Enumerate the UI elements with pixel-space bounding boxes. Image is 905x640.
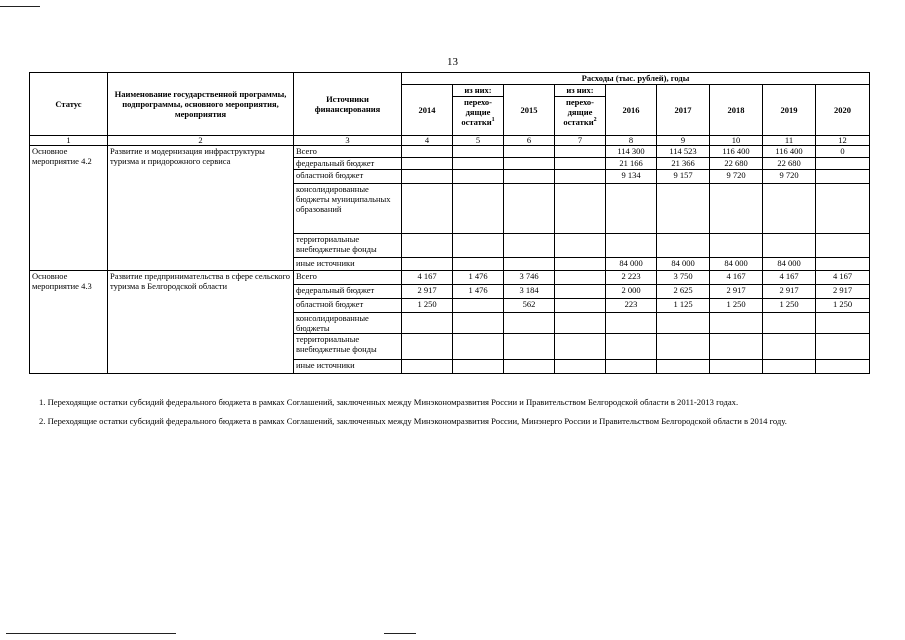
header-year-2019: 2019 bbox=[763, 85, 816, 136]
amount-cell bbox=[816, 158, 870, 170]
amount-cell bbox=[453, 234, 504, 258]
col-number: 3 bbox=[294, 136, 402, 146]
amount-cell bbox=[555, 285, 606, 299]
funding-source-cell: Всего bbox=[294, 271, 402, 285]
amount-cell bbox=[402, 146, 453, 158]
amount-cell bbox=[453, 170, 504, 184]
budget-table bbox=[29, 72, 870, 374]
amount-cell bbox=[763, 334, 816, 360]
amount-cell bbox=[606, 184, 657, 234]
funding-source-cell: областной бюджет bbox=[294, 170, 402, 184]
col-number: 4 bbox=[402, 136, 453, 146]
table-row bbox=[30, 146, 870, 158]
amount-cell: 0 bbox=[816, 146, 870, 158]
amount-cell bbox=[763, 184, 816, 234]
amount-cell bbox=[453, 158, 504, 170]
col-number: 1 bbox=[30, 136, 108, 146]
header-status: Статус bbox=[30, 73, 108, 136]
amount-cell bbox=[816, 184, 870, 234]
status-cell: Основное мероприятие 4.3 bbox=[30, 271, 108, 374]
amount-cell bbox=[710, 334, 763, 360]
amount-cell bbox=[606, 313, 657, 334]
footnotes bbox=[29, 397, 869, 427]
amount-cell: 116 400 bbox=[710, 146, 763, 158]
funding-source-cell: иные источники bbox=[294, 258, 402, 271]
amount-cell: 84 000 bbox=[606, 258, 657, 271]
amount-cell: 84 000 bbox=[710, 258, 763, 271]
amount-cell: 1 125 bbox=[657, 299, 710, 313]
amount-cell bbox=[453, 334, 504, 360]
col-number: 10 bbox=[710, 136, 763, 146]
amount-cell bbox=[453, 360, 504, 374]
amount-cell: 4 167 bbox=[816, 271, 870, 285]
funding-source-cell: федеральный бюджет bbox=[294, 158, 402, 170]
amount-cell bbox=[555, 146, 606, 158]
amount-cell bbox=[402, 360, 453, 374]
funding-source-cell: федеральный бюджет bbox=[294, 285, 402, 299]
amount-cell bbox=[555, 313, 606, 334]
amount-cell: 114 523 bbox=[657, 146, 710, 158]
measure-name-cell: Развитие предпринимательства в сфере сельского туризма в Белгородской области bbox=[108, 271, 294, 374]
amount-cell bbox=[504, 334, 555, 360]
amount-cell: 9 157 bbox=[657, 170, 710, 184]
scan-artifact-top bbox=[0, 6, 40, 7]
amount-cell bbox=[504, 234, 555, 258]
funding-source-cell: территориальные внебюджетные фонды bbox=[294, 334, 402, 360]
header-year-2020: 2020 bbox=[816, 85, 870, 136]
amount-cell bbox=[402, 313, 453, 334]
amount-cell bbox=[504, 184, 555, 234]
amount-cell: 9 720 bbox=[763, 170, 816, 184]
header-year-2017: 2017 bbox=[657, 85, 710, 136]
amount-cell bbox=[555, 158, 606, 170]
amount-cell bbox=[453, 258, 504, 271]
amount-cell: 114 300 bbox=[606, 146, 657, 158]
header-of-which-2: из них: bbox=[555, 85, 606, 97]
amount-cell bbox=[606, 334, 657, 360]
amount-cell bbox=[657, 360, 710, 374]
footnote-mark-1: 1 bbox=[491, 117, 495, 124]
amount-cell bbox=[504, 360, 555, 374]
amount-cell: 21 166 bbox=[606, 158, 657, 170]
amount-cell bbox=[763, 313, 816, 334]
funding-source-cell: консолидированные бюджеты муниципальных образований bbox=[294, 184, 402, 234]
amount-cell: 562 bbox=[504, 299, 555, 313]
amount-cell bbox=[504, 146, 555, 158]
amount-cell: 2 917 bbox=[816, 285, 870, 299]
amount-cell: 84 000 bbox=[657, 258, 710, 271]
amount-cell bbox=[402, 170, 453, 184]
amount-cell: 2 625 bbox=[657, 285, 710, 299]
amount-cell bbox=[453, 146, 504, 158]
amount-cell bbox=[710, 234, 763, 258]
amount-cell bbox=[710, 360, 763, 374]
amount-cell bbox=[504, 313, 555, 334]
amount-cell bbox=[606, 360, 657, 374]
amount-cell: 223 bbox=[606, 299, 657, 313]
amount-cell bbox=[453, 299, 504, 313]
table-body bbox=[30, 146, 870, 374]
amount-cell bbox=[816, 170, 870, 184]
amount-cell: 1 250 bbox=[402, 299, 453, 313]
col-number: 9 bbox=[657, 136, 710, 146]
header-year-2016: 2016 bbox=[606, 85, 657, 136]
amount-cell: 3 184 bbox=[504, 285, 555, 299]
amount-cell bbox=[402, 334, 453, 360]
scan-artifact-bottom-mid bbox=[384, 633, 416, 634]
amount-cell bbox=[555, 258, 606, 271]
amount-cell bbox=[816, 334, 870, 360]
header-expenses: Расходы (тыс. рублей), годы bbox=[402, 73, 870, 85]
amount-cell: 1 250 bbox=[816, 299, 870, 313]
amount-cell: 1 250 bbox=[710, 299, 763, 313]
amount-cell bbox=[657, 313, 710, 334]
amount-cell: 4 167 bbox=[710, 271, 763, 285]
amount-cell: 4 167 bbox=[402, 271, 453, 285]
header-year-2018: 2018 bbox=[710, 85, 763, 136]
col-number: 5 bbox=[453, 136, 504, 146]
funding-source-cell: иные источники bbox=[294, 360, 402, 374]
amount-cell bbox=[504, 258, 555, 271]
amount-cell: 2 917 bbox=[763, 285, 816, 299]
measure-name-cell: Развитие и модернизация инфраструктуры туризма и придорожного сервиса bbox=[108, 146, 294, 271]
amount-cell: 4 167 bbox=[763, 271, 816, 285]
amount-cell bbox=[710, 184, 763, 234]
table-row bbox=[30, 271, 870, 285]
amount-cell bbox=[402, 234, 453, 258]
footnote-1: 1. Переходящие остатки субсидий федерального бюджета в рамках Соглашений, заключенных между Минэкономразвития России и Правительством Белгородской области в 2011-2013 годах. bbox=[39, 397, 739, 407]
amount-cell bbox=[402, 184, 453, 234]
amount-cell bbox=[555, 334, 606, 360]
amount-cell: 1 250 bbox=[763, 299, 816, 313]
amount-cell bbox=[816, 313, 870, 334]
amount-cell: 3 750 bbox=[657, 271, 710, 285]
funding-source-cell: областной бюджет bbox=[294, 299, 402, 313]
col-number: 7 bbox=[555, 136, 606, 146]
amount-cell bbox=[606, 234, 657, 258]
header-sources: Источники финансирования bbox=[294, 73, 402, 136]
status-cell: Основное мероприятие 4.2 bbox=[30, 146, 108, 271]
amount-cell: 2 917 bbox=[710, 285, 763, 299]
amount-cell bbox=[816, 360, 870, 374]
funding-source-cell: территориальные внебюджетные фонды bbox=[294, 234, 402, 258]
amount-cell bbox=[763, 234, 816, 258]
amount-cell bbox=[504, 170, 555, 184]
page-number: 13 bbox=[447, 56, 458, 68]
amount-cell bbox=[555, 360, 606, 374]
amount-cell bbox=[657, 234, 710, 258]
amount-cell bbox=[555, 271, 606, 285]
amount-cell bbox=[555, 184, 606, 234]
funding-source-cell: консолидированные бюджеты bbox=[294, 313, 402, 334]
col-number: 11 bbox=[763, 136, 816, 146]
header-carryover-1: перехо-дящие остатки$^1$ bbox=[453, 97, 504, 136]
col-number: 12 bbox=[816, 136, 870, 146]
col-number: 6 bbox=[504, 136, 555, 146]
amount-cell bbox=[504, 158, 555, 170]
header-year-2015: 2015 bbox=[504, 85, 555, 136]
col-number: 2 bbox=[108, 136, 294, 146]
amount-cell bbox=[453, 184, 504, 234]
amount-cell: 9 720 bbox=[710, 170, 763, 184]
amount-cell: 22 680 bbox=[763, 158, 816, 170]
amount-cell: 21 366 bbox=[657, 158, 710, 170]
header-carryover-2: перехо-дящие остатки$^2$ bbox=[555, 97, 606, 136]
amount-cell bbox=[763, 360, 816, 374]
amount-cell: 2 917 bbox=[402, 285, 453, 299]
amount-cell: 9 134 bbox=[606, 170, 657, 184]
column-number-row bbox=[30, 136, 870, 146]
amount-cell bbox=[555, 234, 606, 258]
amount-cell bbox=[816, 234, 870, 258]
amount-cell: 84 000 bbox=[763, 258, 816, 271]
amount-cell bbox=[657, 184, 710, 234]
amount-cell bbox=[555, 299, 606, 313]
header-name: Наименование государственной программы, подпрограммы, основного мероприятия, мероприятия bbox=[108, 73, 294, 136]
funding-source-cell: Всего bbox=[294, 146, 402, 158]
col-number: 8 bbox=[606, 136, 657, 146]
amount-cell: 1 476 bbox=[453, 285, 504, 299]
amount-cell bbox=[402, 258, 453, 271]
amount-cell bbox=[710, 313, 763, 334]
amount-cell bbox=[402, 158, 453, 170]
amount-cell: 1 476 bbox=[453, 271, 504, 285]
amount-cell: 2 000 bbox=[606, 285, 657, 299]
amount-cell: 22 680 bbox=[710, 158, 763, 170]
amount-cell bbox=[657, 334, 710, 360]
amount-cell bbox=[453, 313, 504, 334]
footnote-2: 2. Переходящие остатки субсидий федерального бюджета в рамках Соглашений, заключенных между Минэкономразвития России, Минэнерго России и Правительством Белгородской области в 2014 году. bbox=[39, 415, 787, 426]
amount-cell: 2 223 bbox=[606, 271, 657, 285]
footnote-mark-2: 2 bbox=[593, 117, 597, 124]
amount-cell bbox=[555, 170, 606, 184]
amount-cell bbox=[816, 258, 870, 271]
scan-artifact-bottom-left bbox=[6, 633, 176, 634]
amount-cell: 116 400 bbox=[763, 146, 816, 158]
header-year-2014: 2014 bbox=[402, 85, 453, 136]
header-of-which-1: из них: bbox=[453, 85, 504, 97]
amount-cell: 3 746 bbox=[504, 271, 555, 285]
